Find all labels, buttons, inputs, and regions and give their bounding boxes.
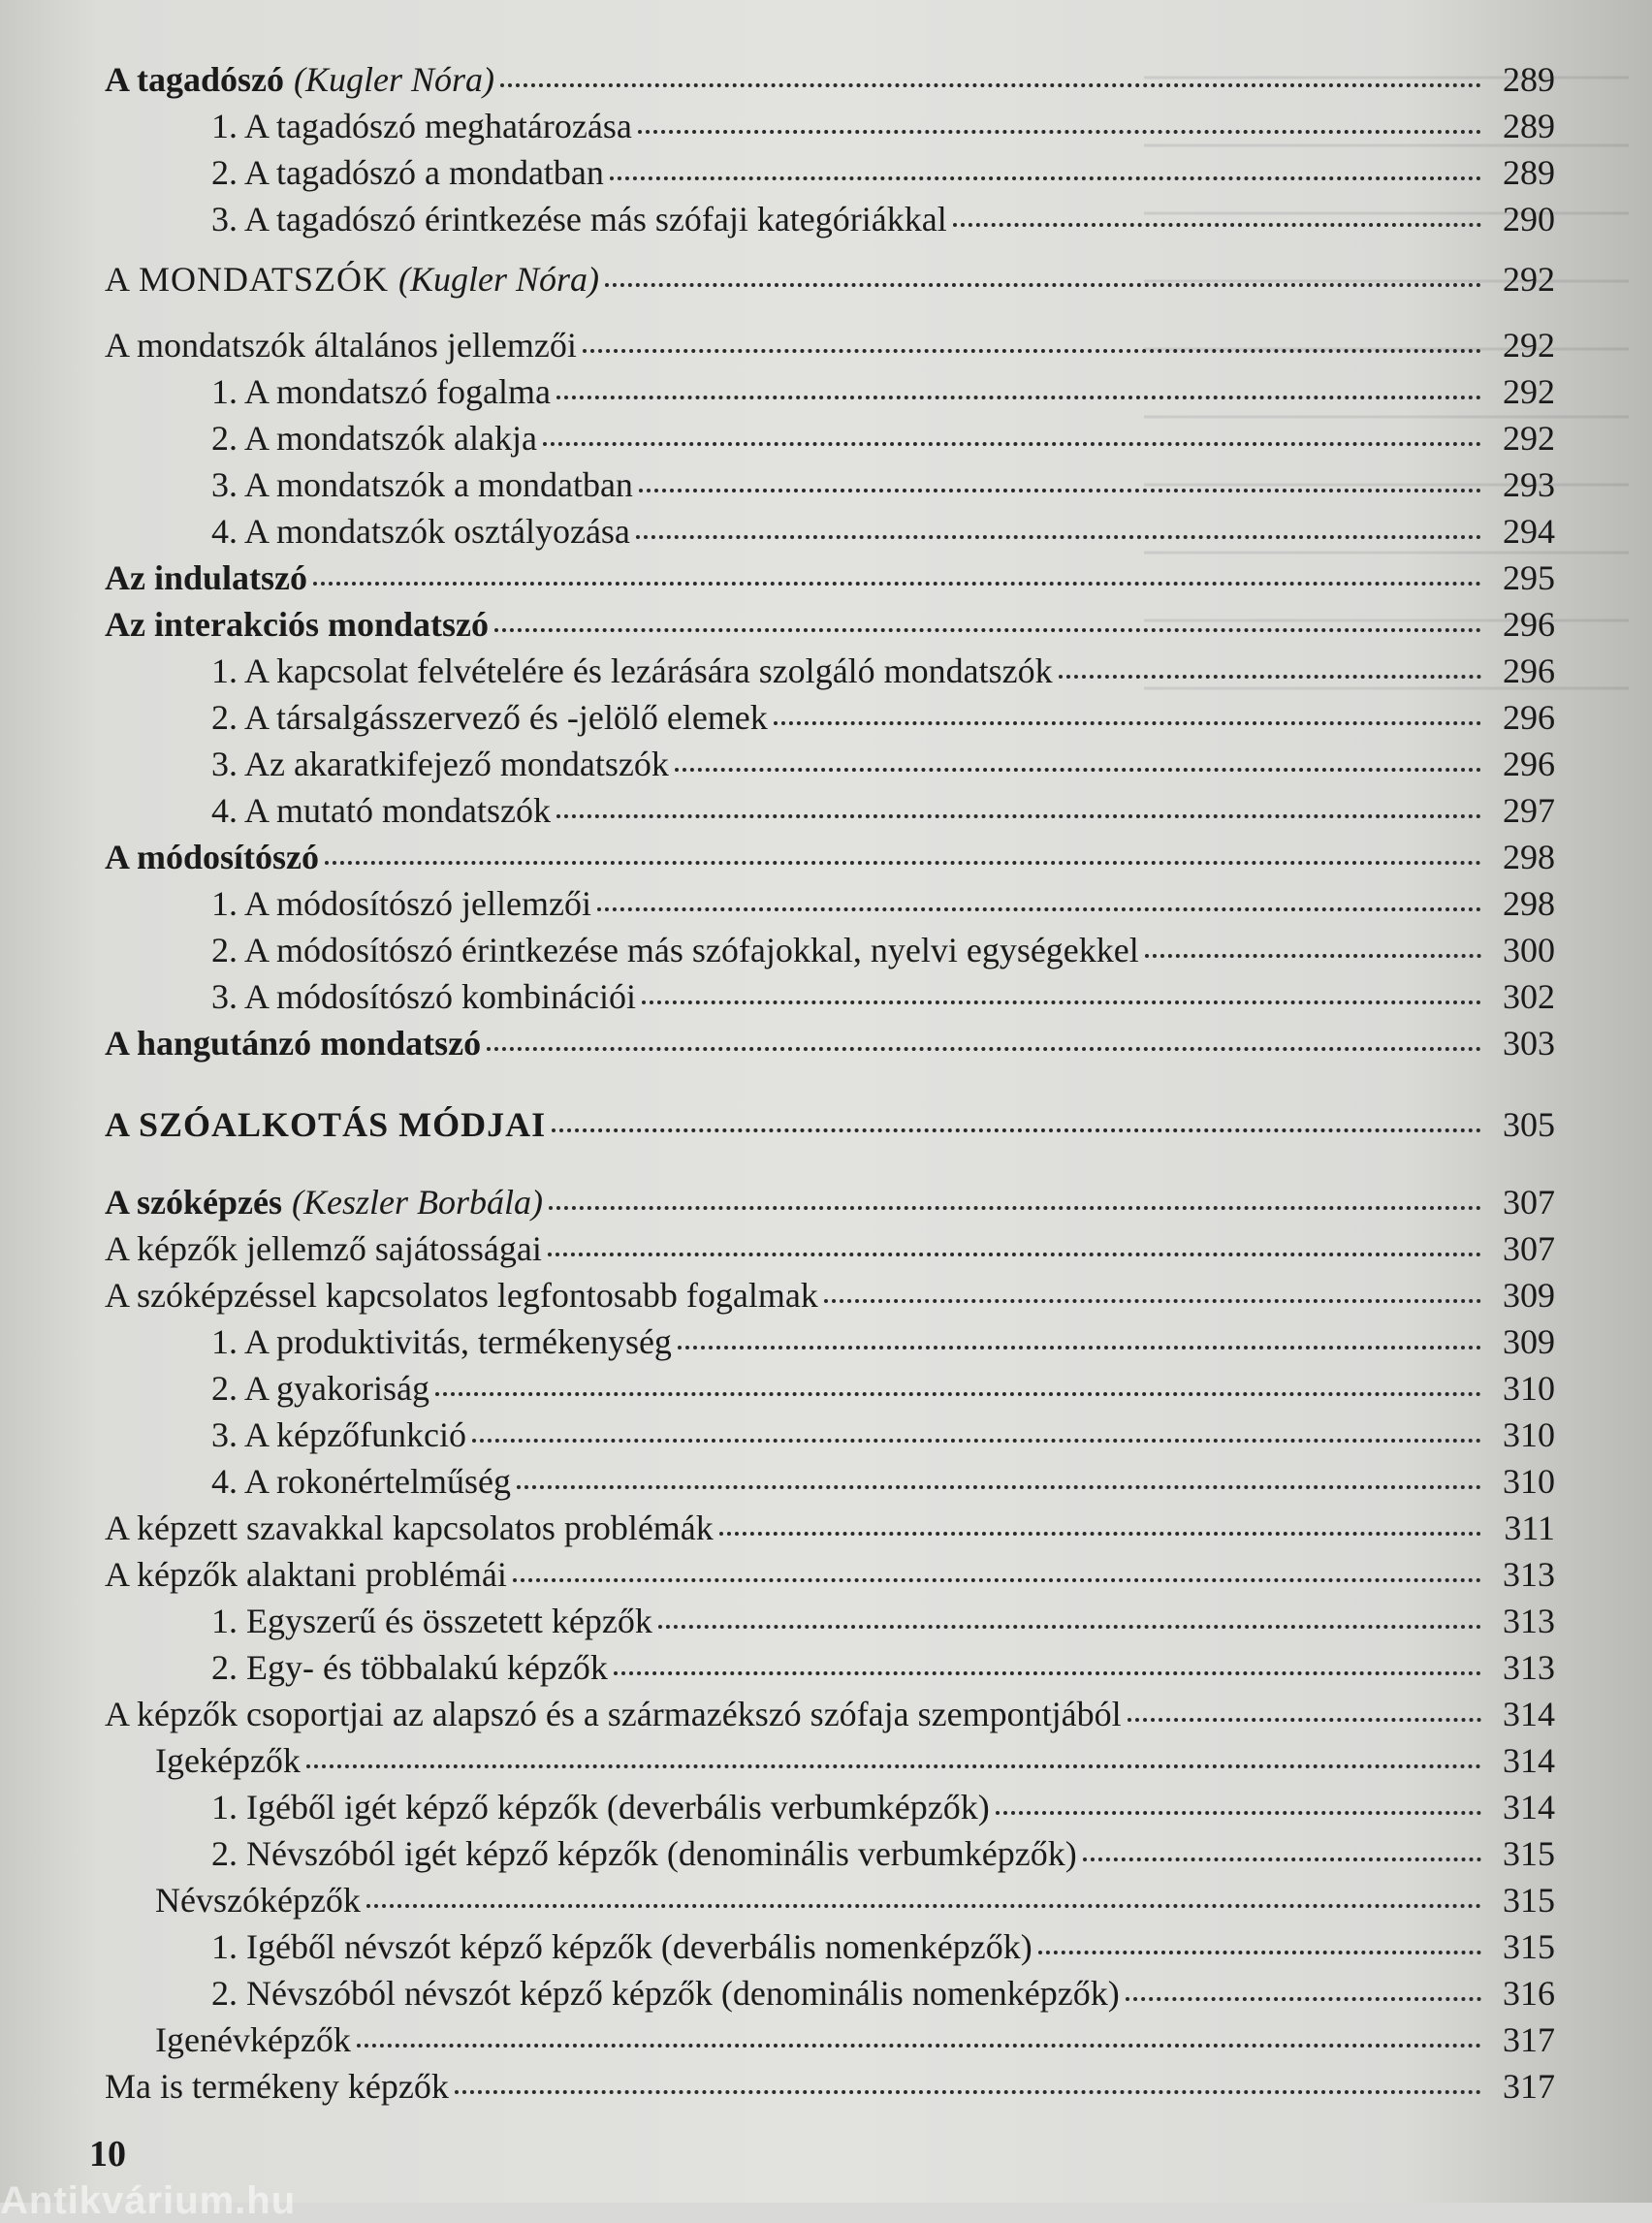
dot-leader [517,1485,1481,1489]
toc-entry [0,1274,1555,1317]
toc-entry-author: (Kugler Nóra) [398,260,600,299]
toc-entry [0,1693,1555,1735]
toc-entry-page: 311 [1504,1508,1555,1547]
toc-entry-title: 3. A tagadószó érintkezése más szófaji kategóriákkal [211,200,947,238]
toc-entry-title: 2. A gyakoriság [211,1369,429,1408]
toc-entry-title: A képzők alaktani problémái [105,1555,507,1594]
dot-leader [658,1625,1481,1629]
toc-entry [0,58,1555,101]
toc-entry-title: Az indulatszó [105,558,308,597]
toc-entry-page: 317 [1503,2067,1555,2106]
toc-entry-title: 3. A képzőfunkció [211,1415,466,1454]
dot-leader [472,1439,1481,1443]
toc-entry [0,1413,1555,1456]
toc-entry-page: 317 [1503,2020,1555,2059]
dot-leader [556,814,1481,818]
dot-leader [325,861,1481,865]
dot-leader [366,1904,1481,1908]
toc-entry-title: Igenévképzők [155,2020,351,2059]
dot-leader [494,628,1481,632]
dot-leader [605,283,1481,287]
toc-entry [0,463,1555,506]
dot-leader [435,1392,1481,1396]
dot-leader [597,907,1481,911]
dot-leader [639,489,1481,492]
toc-entry [0,975,1555,1018]
toc-entry-title: A mondatszók általános jellemzői [105,326,577,365]
toc-entry [0,650,1555,692]
toc-entry-page: 307 [1503,1183,1555,1222]
toc-entry-page: 290 [1503,200,1555,238]
toc-entry-title: 2. A tagadószó a mondatban [211,153,604,192]
toc-entry-title: 1. A produktivitás, termékenység [211,1322,672,1361]
toc-entry [0,603,1555,646]
toc-entry-page: 307 [1503,1229,1555,1268]
toc-entry-title: Névszóképzők [155,1881,361,1920]
toc-entry-title: 2. A társalgásszervező és -jelölő elemek [211,698,768,737]
dot-leader [1083,1858,1481,1861]
toc-entry-title: 3. A módosítószó kombinációi [211,977,636,1016]
toc-entry [0,1553,1555,1596]
toc-entry-page: 294 [1503,512,1555,551]
dot-leader [953,223,1481,227]
toc-entry [0,1739,1555,1782]
toc-entry-title: A képzők jellemző sajátosságai [105,1229,542,1268]
dot-leader [500,83,1481,87]
toc-entry-title: A képzett szavakkal kapcsolatos problémák [105,1508,714,1547]
toc-entry [0,1460,1555,1503]
toc-entry [0,1879,1555,1921]
toc-entry-title: A tagadószó [105,60,285,99]
dot-leader [487,1047,1481,1051]
dot-leader [1126,1997,1481,2001]
toc-entry [0,1832,1555,1875]
toc-entry-page: 296 [1503,745,1555,783]
dot-leader [513,1578,1481,1582]
toc-entry [0,1646,1555,1689]
toc-entry [0,743,1555,785]
dot-leader [1145,954,1481,958]
dot-leader [1128,1718,1481,1722]
toc-entry [0,1972,1555,2015]
toc-entry-page: 296 [1503,605,1555,644]
toc-entry-page: 300 [1503,931,1555,969]
toc-entry-page: 292 [1503,260,1555,299]
toc-entry [0,696,1555,739]
toc-entry [0,836,1555,878]
toc-entry-title: 1. A mondatszó fogalma [211,372,551,411]
dot-leader [636,535,1481,539]
dot-leader [824,1299,1481,1303]
toc-entry-title: 1. A tagadószó meghatározása [211,107,632,145]
toc-entry-title: Ma is termékeny képzők [105,2067,449,2106]
toc-entry-page: 295 [1503,558,1555,597]
toc-entry [0,1181,1555,1223]
toc-entry-title: 4. A mutató mondatszók [211,791,551,830]
toc-entry-title: 4. A rokonértelműség [211,1462,511,1501]
dot-leader [774,721,1481,725]
toc-entry-page: 298 [1503,838,1555,876]
toc-entry [0,1507,1555,1549]
toc-entry-title: Igeképzők [155,1741,301,1780]
toc-entry-title: 2. Névszóból névszót képző képzők (denominális nomenképzők) [211,1974,1120,2013]
toc-entry-title: A módosítószó [105,838,320,876]
dot-leader [614,1671,1481,1675]
toc-entry [0,105,1555,147]
dot-leader [610,176,1481,180]
dot-leader [583,349,1481,353]
dot-leader [638,130,1481,134]
toc-entry [0,1600,1555,1642]
dot-leader [719,1532,1481,1536]
toc-entry [0,510,1555,553]
toc-entry-page: 305 [1503,1105,1555,1144]
toc-entry-page: 293 [1503,465,1555,504]
toc-entry-page: 310 [1503,1369,1555,1408]
dot-leader [678,1346,1481,1350]
toc-entry [0,1103,1555,1146]
toc-entry [0,789,1555,832]
toc-entry-page: 315 [1503,1927,1555,1966]
toc-entry-page: 315 [1503,1834,1555,1873]
dot-leader [996,1811,1481,1815]
toc-entry-title: 2. A mondatszók alakja [211,419,537,458]
dot-leader [313,582,1481,586]
toc-entry-author: (Keszler Borbála) [292,1183,543,1222]
toc-entry [0,198,1555,240]
toc-entry-page: 313 [1503,1648,1555,1687]
toc-entry-title: 1. Igéből névszót képző képzők (deverbális nomenképzők) [211,1927,1032,1966]
toc-entry-page: 314 [1503,1695,1555,1733]
toc-entry [0,370,1555,413]
toc-entry [0,417,1555,460]
toc-entry-title: A MONDATSZÓK [105,260,390,299]
toc-entry-title: 1. A módosítószó jellemzői [211,884,591,923]
toc-entry-title: 3. A mondatszók a mondatban [211,465,633,504]
toc-entry [0,1367,1555,1410]
dot-leader [455,2090,1481,2094]
toc-entry-title: 1. Igéből igét képző képzők (deverbális verbumképzők) [211,1788,990,1826]
toc-entry [0,2065,1555,2108]
toc-entry-page: 289 [1503,60,1555,99]
dot-leader [357,2044,1481,2048]
dot-leader [1038,1951,1481,1954]
toc-entry-title: A szóképzéssel kapcsolatos legfontosabb fogalmak [105,1276,818,1315]
toc-entry-page: 313 [1503,1602,1555,1640]
toc-entry-title: 1. Egyszerű és összetett képzők [211,1602,652,1640]
toc-entry-page: 297 [1503,791,1555,830]
toc-entry-title: 2. Egy- és többalakú képzők [211,1648,608,1687]
toc-entry [0,556,1555,599]
toc-entry-title: A hangutánzó mondatszó [105,1024,482,1063]
dot-leader [548,1253,1481,1256]
toc-entry [0,2018,1555,2061]
toc-entry [0,929,1555,971]
dot-leader [556,396,1481,399]
toc-entry-title: Az interakciós mondatszó [105,605,489,644]
toc-entry [0,1925,1555,1968]
toc-entry-page: 296 [1503,651,1555,690]
toc-entry-title: A SZÓALKOTÁS MÓDJAI [105,1105,547,1144]
dot-leader [552,1128,1481,1132]
toc-entry-page: 303 [1503,1024,1555,1063]
toc-entry-title: 4. A mondatszók osztályozása [211,512,630,551]
toc-entry [0,1320,1555,1363]
toc-entry [0,1786,1555,1828]
toc-entry [0,151,1555,194]
toc-entry-page: 309 [1503,1322,1555,1361]
toc-entry-page: 292 [1503,326,1555,365]
dot-leader [642,1000,1481,1004]
toc-entry-title: A szóképzés [105,1183,282,1222]
toc-entry-page: 313 [1503,1555,1555,1594]
toc-entry [0,1022,1555,1064]
toc-entry-page: 289 [1503,107,1555,145]
toc-entry [0,324,1555,366]
toc-entry-page: 314 [1503,1788,1555,1826]
toc-entry-page: 310 [1503,1415,1555,1454]
dot-leader [306,1764,1481,1768]
toc-entry-page: 309 [1503,1276,1555,1315]
toc-entry-page: 298 [1503,884,1555,923]
dot-leader [1059,675,1481,679]
toc-entry [0,1227,1555,1270]
dot-leader [675,768,1481,772]
toc-entry [0,258,1555,301]
toc-entry-page: 316 [1503,1974,1555,2013]
toc-entry-title: A képzők csoportjai az alapszó és a származékszó szófaja szempontjából [105,1695,1122,1733]
dot-leader [549,1206,1481,1210]
toc-entry-title: 1. A kapcsolat felvételére és lezárására szolgáló mondatszók [211,651,1053,690]
toc-entry-page: 292 [1503,419,1555,458]
toc-entry-title: 3. Az akaratkifejező mondatszók [211,745,669,783]
toc-entry [0,882,1555,925]
toc-entry-page: 315 [1503,1881,1555,1920]
watermark: Antikvárium.hu [0,2179,297,2222]
toc-entry-page: 296 [1503,698,1555,737]
toc-entry-page: 310 [1503,1462,1555,1501]
toc-entry-page: 314 [1503,1741,1555,1780]
toc-entry-author: (Kugler Nóra) [294,60,495,99]
toc-entry-page: 302 [1503,977,1555,1016]
toc-entry-page: 292 [1503,372,1555,411]
dot-leader [543,442,1481,446]
toc-entry-title: 2. A módosítószó érintkezése más szófajokkal, nyelvi egységekkel [211,931,1139,969]
toc-entry-title: 2. Névszóból igét képző képzők (denominális verbumképzők) [211,1834,1077,1873]
toc-entry-page: 289 [1503,153,1555,192]
page-number: 10 [89,2134,126,2175]
